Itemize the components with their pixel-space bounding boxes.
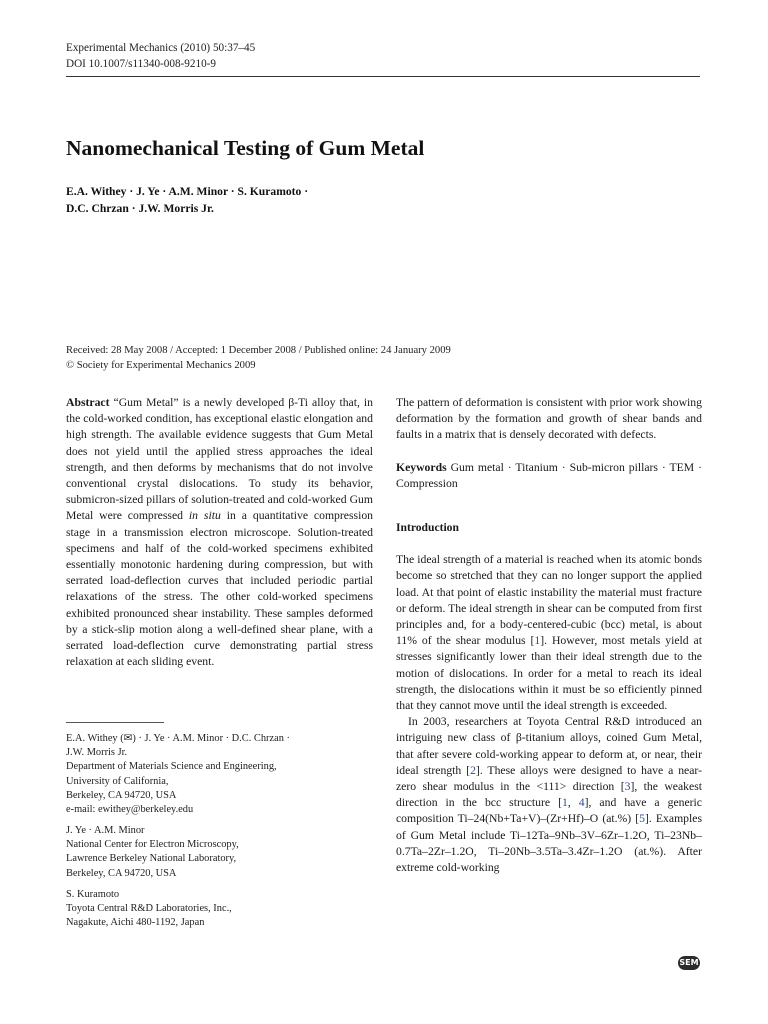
footnote-rule bbox=[66, 722, 164, 723]
authors-line-2: D.C. Chrzan · J.W. Morris Jr. bbox=[66, 202, 214, 215]
intro-p2-text-c: ], the weakest direction in the bcc structure [ bbox=[396, 780, 703, 810]
affil-3-line-3: Nagakute, Aichi 480-1192, Japan bbox=[66, 917, 205, 929]
intro-p1-text-b: ]. However, most metals yield at stresses significantly lower than their ideal strength due to the motion of dislocations. In order for a metal to reach its ideal strength, the dislocations within it must be so efficiently pinned that they cannot move until the ideal strength is exceeded. bbox=[396, 634, 702, 713]
right-column bbox=[396, 395, 702, 876]
intro-p1-text-a: The ideal strength of a material is reached when its atomic bonds become so stretched that they can no longer support the applied load. At that point of elastic instability the material must fracture or deform. The ideal strength in shear can be computed from first principles and, for a body-centered-cubic (bcc) metal, is about 11% of the shear modulus [ bbox=[396, 553, 702, 648]
keywords bbox=[396, 460, 702, 492]
introduction-heading: Introduction bbox=[396, 521, 459, 535]
citation-ref-1b[interactable]: 1 bbox=[561, 796, 568, 810]
intro-p2-text-d: ], and have a generic composition Ti–24(Nb+Ta+V)–(Zr+Hf)–O (at.%) [ bbox=[396, 796, 702, 826]
intro-paragraph-2 bbox=[396, 714, 702, 876]
intro-p2-text-e: ]. Examples of Gum Metal include Ti–12Ta–9Nb–3V–6Zr–1.2O, Ti–23Nb–0.7Ta–2Zr–1.2O, Ti–20Nb–3.5Ta–3.4Zr–1.2O (at.%). After extreme cold-working bbox=[396, 812, 702, 875]
left-column bbox=[66, 395, 373, 670]
abstract-label: Abstract bbox=[66, 396, 110, 409]
affil-2-line-1: J. Ye · A.M. Minor bbox=[66, 825, 145, 836]
affil-2-line-2: National Center for Electron Microscopy, bbox=[66, 839, 239, 851]
citation-ref-1[interactable]: 1 bbox=[534, 634, 541, 648]
authors-line-1: E.A. Withey · J. Ye · A.M. Minor · S. Kuramoto · bbox=[66, 185, 309, 198]
copyright: © Society for Experimental Mechanics 2009 bbox=[66, 360, 256, 371]
abstract-text-1: “Gum Metal” is a newly developed β-Ti alloy that, in the cold-worked condition, has exceptional elastic elongation and high strength. The available evidence suggests that Gum Metal does not yield until the applied stress approaches the ideal strength, and then deforms by mechanisms that do not involve conventional crystal dislocations. To study its behavior, submicron-sized pillars of solution-treated and cold-worked Gum Metal were compressed bbox=[66, 396, 374, 523]
citation-ref-4[interactable]: 4 bbox=[578, 796, 585, 810]
paper-title: Nanomechanical Testing of Gum Metal bbox=[66, 136, 425, 160]
journal-header bbox=[66, 40, 255, 72]
citation-ref-3[interactable]: 3 bbox=[624, 780, 631, 794]
email[interactable]: e-mail: ewithey@berkeley.edu bbox=[66, 804, 194, 816]
author-list bbox=[66, 183, 308, 217]
intro-p2-text-b: ]. These alloys were designed to have a near-zero shear modulus in the <111> direction [ bbox=[396, 763, 702, 794]
affil-1-line-5: Berkeley, CA 94720, USA bbox=[66, 789, 177, 801]
publication-dates bbox=[66, 343, 451, 373]
affil-2-line-3: Lawrence Berkeley National Laboratory, bbox=[66, 853, 237, 865]
sem-logo-icon: SEM bbox=[678, 956, 700, 970]
doi[interactable]: DOI 10.1007/s11340-008-9210-9 bbox=[66, 58, 216, 70]
header-rule bbox=[66, 76, 700, 77]
abstract bbox=[66, 395, 373, 670]
affiliation-block-2 bbox=[66, 824, 376, 881]
citation-ref-2[interactable]: 2 bbox=[470, 763, 476, 777]
keywords-label: Keywords bbox=[396, 460, 447, 474]
keywords-text: Gum metal · Titanium · Sub-micron pillars · TEM · Compression bbox=[396, 460, 703, 490]
intro-paragraph-1 bbox=[396, 552, 702, 714]
intro-p2-text-a: In 2003, researchers at Toyota Central R&D introduced an intriguing new class of β-titanium alloys, coined Gum Metal, that after severe cold-working appear to deform at, or near, their ideal strength [ bbox=[396, 715, 702, 777]
journal-citation: Experimental Mechanics (2010) 50:37–45 bbox=[66, 42, 256, 54]
affil-2-line-4: Berkeley, CA 94720, USA bbox=[66, 867, 177, 879]
citation-ref-5[interactable]: 5 bbox=[639, 812, 646, 826]
affil-1-line-4: University of California, bbox=[66, 775, 169, 787]
affil-3-line-2: Toyota Central R&D Laboratories, Inc., bbox=[66, 903, 232, 915]
affiliation-block-1 bbox=[66, 732, 376, 817]
affil-1-line-2: J.W. Morris Jr. bbox=[66, 747, 128, 759]
abstract-italic: in situ bbox=[188, 509, 221, 523]
affil-3-line-1: S. Kuramoto bbox=[66, 889, 120, 900]
affil-1-line-1: E.A. Withey (✉) · J. Ye · A.M. Minor · D.C. Chrzan · bbox=[66, 733, 290, 744]
received-dates: Received: 28 May 2008 / Accepted: 1 December 2008 / Published online: 24 January 2009 bbox=[66, 345, 451, 356]
abstract-continued: The pattern of deformation is consistent with prior work showing deformation by the formation and growth of shear bands and faults in a matrix that is densely decorated with defects. bbox=[396, 396, 702, 442]
intro-p2-sep: , bbox=[567, 796, 579, 810]
abstract-text-2: in a quantitative compression stage in a transmission electron microscope. Solution-treated specimens and half of the cold-worked specimens exhibited essentially monotonic hardening during compression, but with serrated load-deflection curves that included periodic partial relaxations of the stress. The other cold-worked specimens exhibited pronounced shear instability. These samples deformed by a stick-slip motion along a well-defined shear plane, with a serrated load-deflection curve demonstrating partial stress relaxation at each sliding event. bbox=[66, 509, 374, 669]
affiliation-block-3 bbox=[66, 888, 376, 931]
affil-1-line-3: Department of Materials Science and Engineering, bbox=[66, 761, 277, 773]
